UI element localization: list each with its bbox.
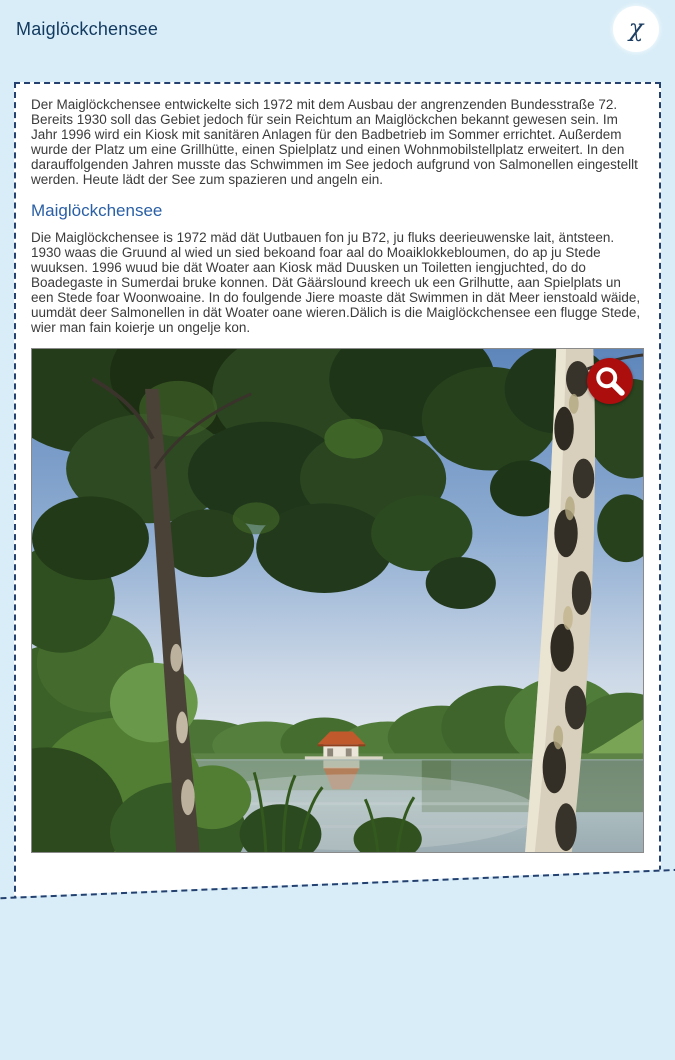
app-header: [0, 0, 675, 58]
page-title: Maiglöckchensee: [16, 18, 159, 39]
torn-page-divider: [0, 868, 675, 1060]
german-paragraph: Der Maiglöckchensee entwickelte sich 1972 mit dem Ausbau der angrenzenden Bundesstraße 72. Bereits 1930 soll das Gebiet jedoch für sein Reichtum an Maiglöckchen bekannt gewesen sein. Im Jahr 1996 wird ein Kiosk mit sanitären Anlagen für den Badbetrieb im Sommer errichtet. Außerdem wurde der Platz um eine Grillhütte, einen Spielplatz und einen Wohnmobilstellplatz erweitert. In den darauffolgenden Jahren musste das Schwimmen im See jedoch aufgrund von Salmonellen eingestellt werden. Heute lädt der See zum spazieren und angeln ein.: [31, 97, 638, 187]
frisian-paragraph: Die Maiglöckchensee is 1972 mäd dät Uutbauen fon ju B72, ju fluks deerieuwenske lait, äntsteen. 1930 waas die Gruund al wied un sied bekoand foar aal do Moaiklokkebloumen, do ap ju Stede wuuksen. 1996 wuud bie dät Woater aan Kiosk mäd Duusken un Toiletten iengjuchted, do do Boadegaste in Sumerdai bruke konnen. Dät Gäärslound kreech uk een Grilhutte, aan Spielplats un een Stede foar Woonwoaine. In do foulgende Jiere moaste dät Swimmen in dät Meer ienstoald wäide, uumdät deer Salmonellen in dät Woater oane wieren.Dälich is die Maiglöckchensee een flugge Stede, wier man fain koierje un ongelje kon.: [31, 230, 641, 335]
lake-photo-illustration: [32, 349, 643, 852]
section-heading: Maiglöckchensee: [31, 201, 163, 220]
lake-photo[interactable]: [31, 348, 644, 853]
chi-logo-icon: χ: [628, 14, 644, 42]
magnifier-icon: [593, 359, 627, 403]
zoom-photo-button[interactable]: [587, 358, 633, 404]
app-logo-button[interactable]: [613, 6, 659, 52]
content-card: [14, 82, 661, 952]
